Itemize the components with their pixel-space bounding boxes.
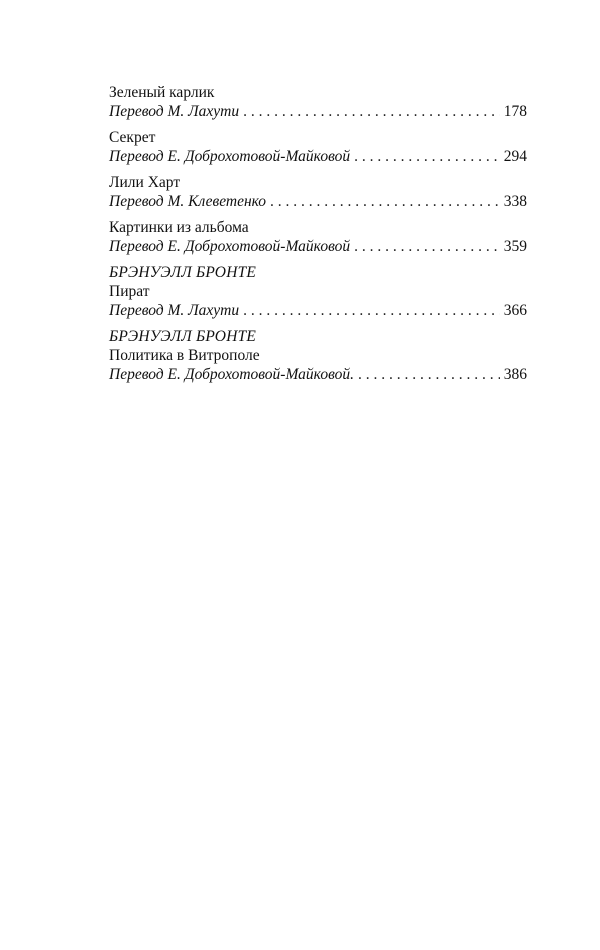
- toc-entry-translator-row: [109, 192, 527, 211]
- toc-entry-title: Политика в Витрополе: [109, 347, 260, 364]
- toc-entry: [109, 83, 527, 121]
- toc-entry-translator-row: [109, 102, 527, 121]
- dot-leader: [243, 301, 500, 320]
- toc-entry: [109, 327, 527, 384]
- toc-entry: [109, 128, 527, 166]
- toc-entry-title: Картинки из альбома: [109, 219, 249, 236]
- toc-entry-title: Зеленый карлик: [109, 84, 215, 101]
- dot-leader: [358, 365, 500, 384]
- toc-entry-title: Секрет: [109, 129, 156, 146]
- toc-entry-translator: Перевод Е. Доброхотовой-Майковой: [109, 148, 351, 165]
- toc-entry-page-number: 294: [503, 148, 527, 165]
- toc-entry: [109, 173, 527, 211]
- toc-entry-translator: Перевод М. Клеветенко: [109, 193, 267, 210]
- dot-leader: [243, 102, 500, 121]
- toc-entry-author: БРЭНУЭЛЛ БРОНТЕ: [109, 264, 257, 281]
- toc-entry-translator: Перевод Е. Доброхотовой-Майковой: [109, 238, 351, 255]
- toc-entry-translator: Перевод М. Лахути: [109, 103, 240, 120]
- toc-entry-page-number: 338: [503, 193, 527, 210]
- toc-entry: [109, 218, 527, 256]
- toc-entry-page-number: 366: [503, 302, 527, 319]
- toc-entry-title: Лили Харт: [109, 174, 181, 191]
- toc-entry-translator-row: [109, 301, 527, 320]
- toc-entry-translator: Перевод Е. Доброхотовой-Майковой.: [109, 366, 354, 383]
- dot-leader: [270, 192, 500, 211]
- dot-leader: [354, 237, 500, 256]
- toc-entry: [109, 263, 527, 320]
- toc-entry-translator-row: [109, 237, 527, 256]
- toc-entry-translator: Перевод М. Лахути: [109, 302, 240, 319]
- toc-entry-page-number: 386: [503, 366, 527, 383]
- toc-entry-translator-row: [109, 147, 527, 166]
- toc-entry-page-number: 178: [503, 103, 527, 120]
- toc-entry-page-number: 359: [503, 238, 527, 255]
- dot-leader: [354, 147, 500, 166]
- toc-entry-author: БРЭНУЭЛЛ БРОНТЕ: [109, 328, 257, 345]
- table-of-contents: [109, 83, 527, 391]
- toc-entry-title: Пират: [109, 283, 150, 300]
- toc-entry-translator-row: [109, 365, 527, 384]
